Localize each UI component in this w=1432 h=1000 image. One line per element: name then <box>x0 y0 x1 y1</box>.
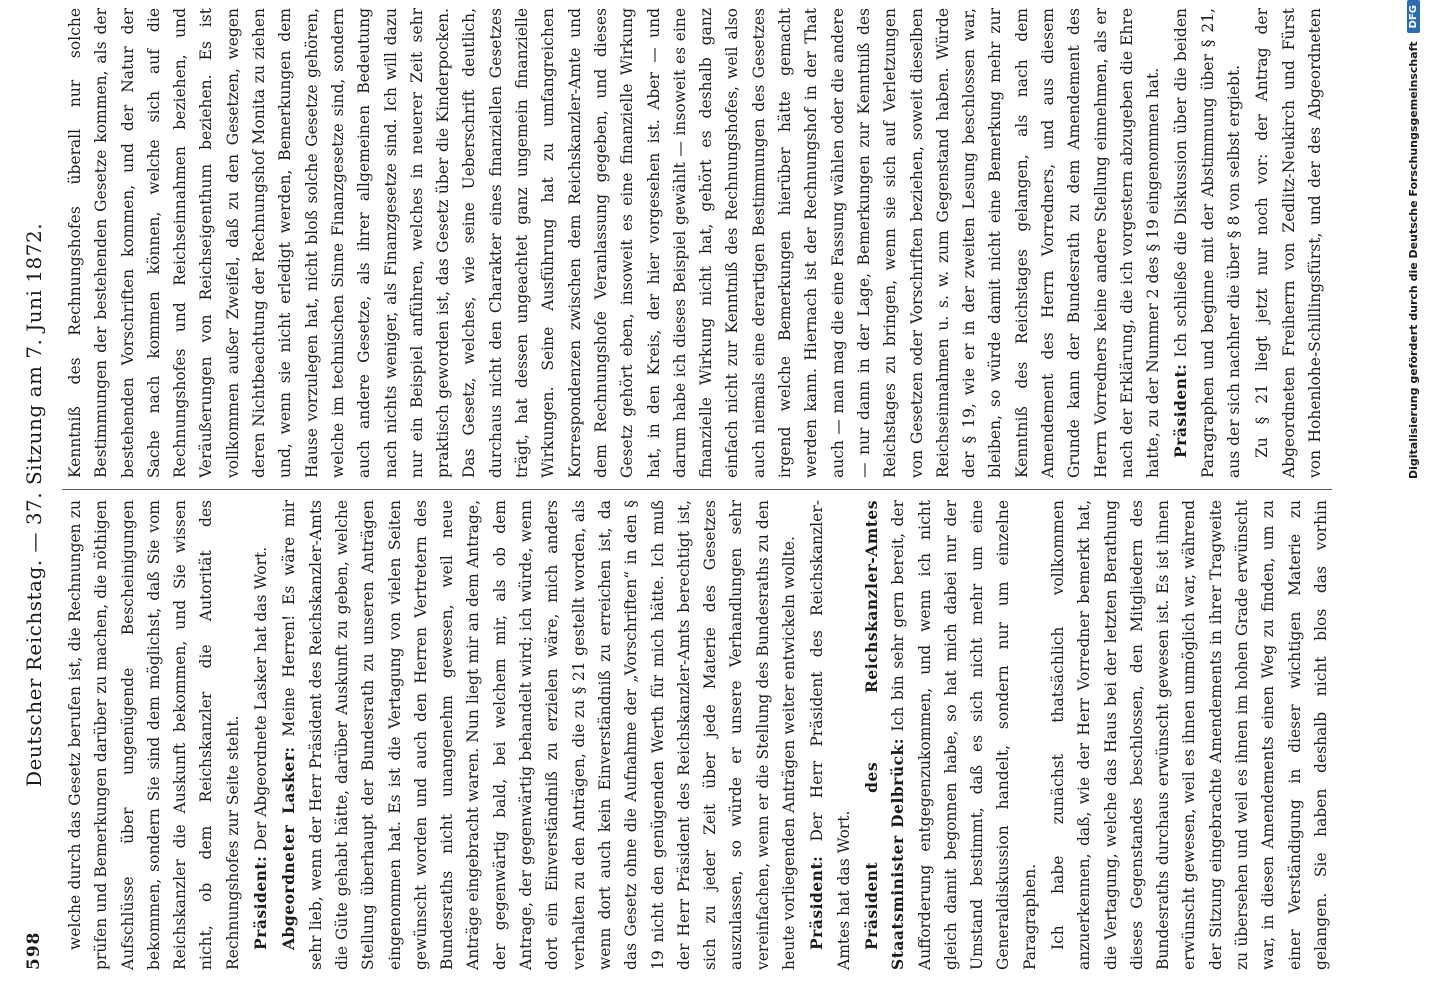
column-divider <box>62 489 1332 490</box>
paragraph-text: welche durch das Gesetz berufen ist, die Rechnungen zu prüfen und Bemerkungen darüber zu machen, die nöthigen Aufschlüsse über ungenügende Bescheinigungen bekommen, sondern Sie sind dem möglichst, daß Sie vom Reichskanzler die Auskunft bekommen, und Sie wissen nicht, ob dem Reichskanzler die Autorität des Rechnungshofes zur Seite steht. <box>66 500 242 970</box>
speaker-label: Präsident: <box>251 855 271 950</box>
dfg-logo: DFG <box>1407 0 1420 33</box>
paragraph-text: Meine Herren! Es wäre mir sehr lieb, wenn der Herr Präsident des Reichskanzler-Amts die Güte gehabt hätte, darüber Auskunft zu geben, welche Stellung überhaupt der Bundesrath zu unseren Anträgen eingenommen hat. Es ist die Vertagung von vielen Seiten gewünscht worden und auch den Herren Vertretern des Bundesraths nicht unangenehm gewesen, weil neue Anträge eingebracht waren. Nun liegt mir an dem Antrage, der gegenwärtig bald, bei welchem mir, als ob dem Antrage, der gegenwärtig behandelt wird; ich würde, wenn dort ein Einverständniß zu erzielen wäre, mich anders verhalten zu den Anträgen, die zu § 21 gestellt worden, als wenn dort auch kein Einverständniß zu erreichen ist, da das Gesetz ohne die Aufnahme der „Vorschriften“ in den § 19 nicht den genügenden Werth für mich hätte. Ich muß der Herr Präsident des Reichskanzler-Amts berechtigt ist, sich zu jeder Zeit über jede Materie des Gesetzes auszulassen, so würde er unsere Verhandlungen sehr vereinfachen, wenn er die Stellung des Bundesraths zu den heute vorliegenden Anträgen weiter entwickeln wollte. <box>280 500 799 970</box>
paragraph <box>1045 500 1332 970</box>
footer-credit: Digitalisierung gefördert durch die Deutsche Forschungsgemeinschaft <box>1406 41 1420 480</box>
paragraph <box>62 500 246 970</box>
paragraph-text: Zu § 21 liegt jetzt nur noch vor: der Antrag der Abgeordneten Freiherrn von Zedlitz-Neukirch und Fürst von Hohenlohe-Schillingsfürst, und der des Abgeordneten <box>1253 8 1324 478</box>
speaker-label: Abgeordneter Lasker: <box>279 746 299 950</box>
paragraph-text: Ich bin sehr gern bereit, der Aufforderung entgegenzukommen, und wenn ich nicht gleich damit begonnen habe, so hat mich dabei nur der Umstand bestimmt, daß es sich nicht mehr um eine Generaldiskussion handelt, sondern nur um einzelne Paragraphen. <box>889 500 1039 970</box>
paragraph-text: Der Herr Präsident des Reichskanzler-Amtes hat das Wort. <box>808 500 853 970</box>
paragraph-text: Der Abgeordnete Lasker hat das Wort. <box>252 546 271 851</box>
paragraph <box>248 500 274 970</box>
paragraph <box>1249 8 1332 478</box>
speaker-label: Präsident des Reichskanzler-Amtes Staatsminister Delbrück: <box>861 500 908 970</box>
paragraph <box>276 500 802 970</box>
digitization-footer <box>1400 0 1426 1000</box>
speaker-label: Präsident: <box>807 855 827 950</box>
speaker-label: Präsident: <box>1171 363 1191 458</box>
right-column <box>62 8 1332 478</box>
left-column <box>62 500 1332 970</box>
paragraph-text: Ich habe zunächst thatsächlich vollkommen anzuerkennen, daß, wie der Herr Vorredner bemerkt hat, die Vertagung, welche das Haus bei der letzten Berathung dieses Gegenstandes beschlossen, den Mitgliedern des Bundesraths durchaus erwünscht gewesen ist. Es ist ihnen erwünscht gewesen, weil es ihnen unmöglich war, während der Sitzung eingebrachte Amendements in ihrer Tragweite zu übersehen und weil es ihnen im hohen Grade erwünscht war, in diesen Amendements einen Weg zu finden, um zu einer Verständigung in dieser wichtigen Materie zu gelangen. Sie haben deshalb nicht blos das vorhin <box>1048 500 1330 970</box>
running-title: Deutscher Reichstag. — 37. Sitzung am 7. Juni 1872. <box>22 222 46 788</box>
text-columns <box>62 8 1332 970</box>
paragraph <box>804 500 857 970</box>
paragraph-text: Kenntniß des Rechnungshofes überall nur solche Bestimmungen der bestehenden Gesetze kommen, als der bestehenden Vorschriften kommen, und der Natur der Sache nach kommen können, welche sich auf die Rechnungshofes und Reichseinnahmen beziehen, und Veräußerungen von Reichseigenthum beziehen. Es ist vollkommen außer Zweifel, daß zu den Gesetzen, wegen deren Nichtbeachtung der Rechnungshof Monita zu ziehen und, wenn sie nicht erledigt werden, Bemerkungen dem Hause vorzulegen hat, nicht bloß solche Gesetze gehören, welche im technischen Sinne Finanzgesetze sind, sondern auch andere Gesetze, als ihrer allgemeinen Bedeutung nach nichts weniger, als Finanzgesetze sind. Ich will dazu nur ein Beispiel anführen, welches in neuerer Zeit sehr praktisch geworden ist, das Gesetz über die Kinderpocken. Das Gesetz, welches, wie seine Ueberschrift deutlich, durchaus nicht den Charakter eines finanziellen Gesetzes trägt, hat dessen ungeachtet ganz ungemein finanzielle Wirkungen. Seine Ausführung hat zu umfangreichen Korrespondenzen zwischen dem Reichskanzler-Amte und dem Rechnungshofe Veranlassung gegeben, und dieses Gesetz gehört eben, insoweit es eine finanzielle Wirkung hat, in den Kreis, der hier vorgesehen ist. Aber — und darum habe ich dieses Beispiel gewählt — insoweit es eine finanzielle Wirkung nicht hat, gehört es deshalb ganz einfach nicht zur Kenntniß des Rechnungshofes, weil also auch niemals eine derartigen Bestimmungen des Gesetzes irgend welche Bemerkungen hierüber hätte gemacht werden kann. Hiernach ist der Rechnungshof in der That auch — man mag die eine Fassung wählen oder die andere — nur dann in der Lage, Bemerkungen zur Kenntniß des Reichstages zu bringen, wenn sie sich auf Verletzungen von Gesetzen oder Vorschriften beziehen, soweit dieselben Reichseinnahmen u. s. w. zum Gegenstand haben. Würde der § 19, wie er in der zweiten Lesung beschlossen war, bleiben, so würde damit nicht eine Bemerkung mehr zur Kenntniß des Reichstages gelangen, als nach dem Amendement des Herrn Vorredners, und aus diesem Grunde kann der Bundesrath zu dem Amendement des Herrn Vorredners keine andere Stellung einnehmen, als er nach der Erklärung, die ich vorgestern abzugeben die Ehre hatte, zu der Nummer 2 des § 19 eingenommen hat. <box>66 8 1163 478</box>
paragraph <box>1168 8 1247 478</box>
page-number: 598 <box>24 931 44 970</box>
page-header <box>16 40 56 970</box>
paragraph <box>859 500 1043 970</box>
paragraph <box>62 8 1166 478</box>
paragraph-text: Ich schließe die Diskussion über die beiden Paragraphen und beginne mit der Abstimmung über § 21, aus der sich nachher die über § 8 von selbst ergiebt. <box>1172 8 1244 478</box>
